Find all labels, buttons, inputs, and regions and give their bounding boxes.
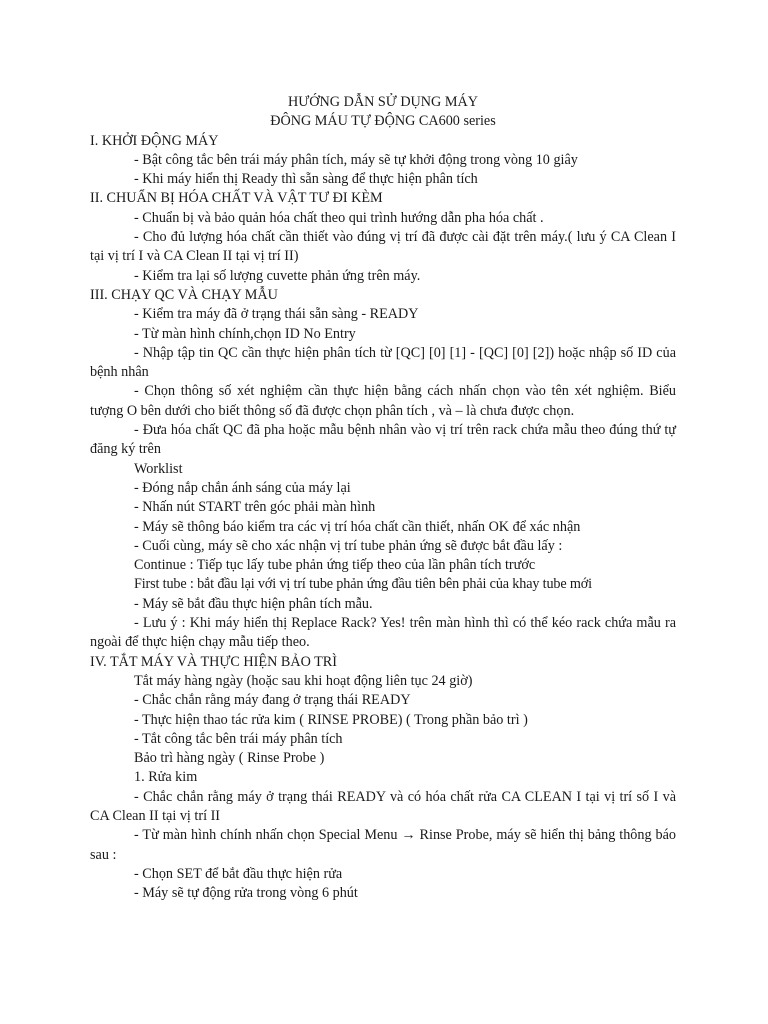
section-4-line: - Chắc chắn rằng máy ở trạng thái READY và có hóa chất rửa CA CLEAN I tại vị trí số I và CA Clean II tại vị trí II [90,788,676,824]
section-3-line: Continue : Tiếp tục lấy tube phản ứng tiếp theo của lần phân tích trước [134,557,536,574]
section-2-line: - Chuẩn bị và bảo quản hóa chất theo qui trình hướng dẫn pha hóa chất . [134,209,544,226]
section-3-line: - Lưu ý : Khi máy hiển thị Replace Rack? Yes! trên màn hình thì có thể kéo rack chứa mẫu ra ngoài để thực hiện chạy mẫu tiếp theo. [90,615,676,651]
section-3-line: - Cuối cùng, máy sẽ cho xác nhận vị trí tube phản ứng sẽ được bắt đầu lấy : [134,537,563,554]
section-heading-4: IV. TẮT MÁY VÀ THỰC HIỆN BẢO TRÌ [90,653,337,670]
section-3-line: - Máy sẽ thông báo kiểm tra các vị trí hóa chất cần thiết, nhấn OK để xác nhận [134,518,581,535]
section-heading-3: III. CHẠY QC VÀ CHẠY MẪU [90,286,278,303]
section-3-line: - Đóng nắp chắn ánh sáng của máy lại [134,479,351,496]
section-3-line: - Nhấn nút START trên góc phải màn hình [134,499,376,516]
section-3-line: - Từ màn hình chính,chọn ID No Entry [134,325,356,342]
section-3-line: First tube : bắt đầu lại với vị trí tube phản ứng đầu tiên bên phải của khay tube mới [134,576,592,593]
section-3-line: - Đưa hóa chất QC đã pha hoặc mẫu bệnh nhân vào vị trí trên rack chứa mẫu theo đúng thứ tự đăng ký trên [90,422,676,458]
document-page [90,93,676,903]
document-title-line-2: ĐÔNG MÁU TỰ ĐỘNG CA600 series [270,113,496,130]
section-heading-1: I. KHỞI ĐỘNG MÁY [90,132,219,149]
document-title-line-1: HƯỚNG DẪN SỬ DỤNG MÁY [288,94,478,110]
section-2-line: - Cho đủ lượng hóa chất cần thiết vào đúng vị trí đã được cài đặt trên máy.( lưu ý CA Clean I tại vị trí I và CA Clean II tại vị trí II) [90,229,676,265]
section-4-line: 1. Rửa kim [134,769,198,786]
section-3-line: - Máy sẽ bắt đầu thực hiện phân tích mẫu. [134,595,373,612]
section-1-line: - Khi máy hiển thị Ready thì sẵn sàng để thực hiện phân tích [134,171,478,188]
section-4-line: - Từ màn hình chính nhấn chọn Special Menu → Rinse Probe, máy sẽ hiển thị bảng thông báo sau : [90,827,676,863]
section-4-line: - Máy sẽ tự động rửa trong vòng 6 phút [134,885,358,902]
section-heading-2: II. CHUẨN BỊ HÓA CHẤT VÀ VẬT TƯ ĐI KÈM [90,190,383,207]
section-3-line: - Kiểm tra máy đã ở trạng thái sẵn sàng - READY [134,306,419,323]
section-4-line: - Chọn SET để bắt đầu thực hiện rửa [134,865,343,882]
section-3-line: Worklist [134,460,183,477]
section-4-line: - Thực hiện thao tác rửa kim ( RINSE PROBE) ( Trong phần bảo trì ) [134,711,528,728]
section-3-line: - Nhập tập tin QC cần thực hiện phân tích từ [QC] [0] [1] - [QC] [0] [2]) hoặc nhập số ID của bệnh nhân [90,344,676,381]
section-4-line: Tắt máy hàng ngày (hoặc sau khi hoạt động liên tục 24 giờ) [134,672,473,689]
section-2-line: - Kiểm tra lại số lượng cuvette phản ứng trên máy. [134,267,421,284]
section-3-line: - Chọn thông số xét nghiệm cần thực hiện bằng cách nhấn chọn vào tên xét nghiệm. Biểu tượng O bên dưới cho biết thông số đã được chọn phân tích , và – là chưa được chọn. [90,383,676,419]
section-4-line: - Chắc chắn rằng máy đang ở trạng thái READY [134,692,411,709]
section-1-line: - Bật công tắc bên trái máy phân tích, máy sẽ tự khởi động trong vòng 10 giây [134,151,578,168]
section-4-line: - Tắt công tắc bên trái máy phân tích [134,730,343,747]
section-4-line: Bảo trì hàng ngày ( Rinse Probe ) [134,750,325,767]
